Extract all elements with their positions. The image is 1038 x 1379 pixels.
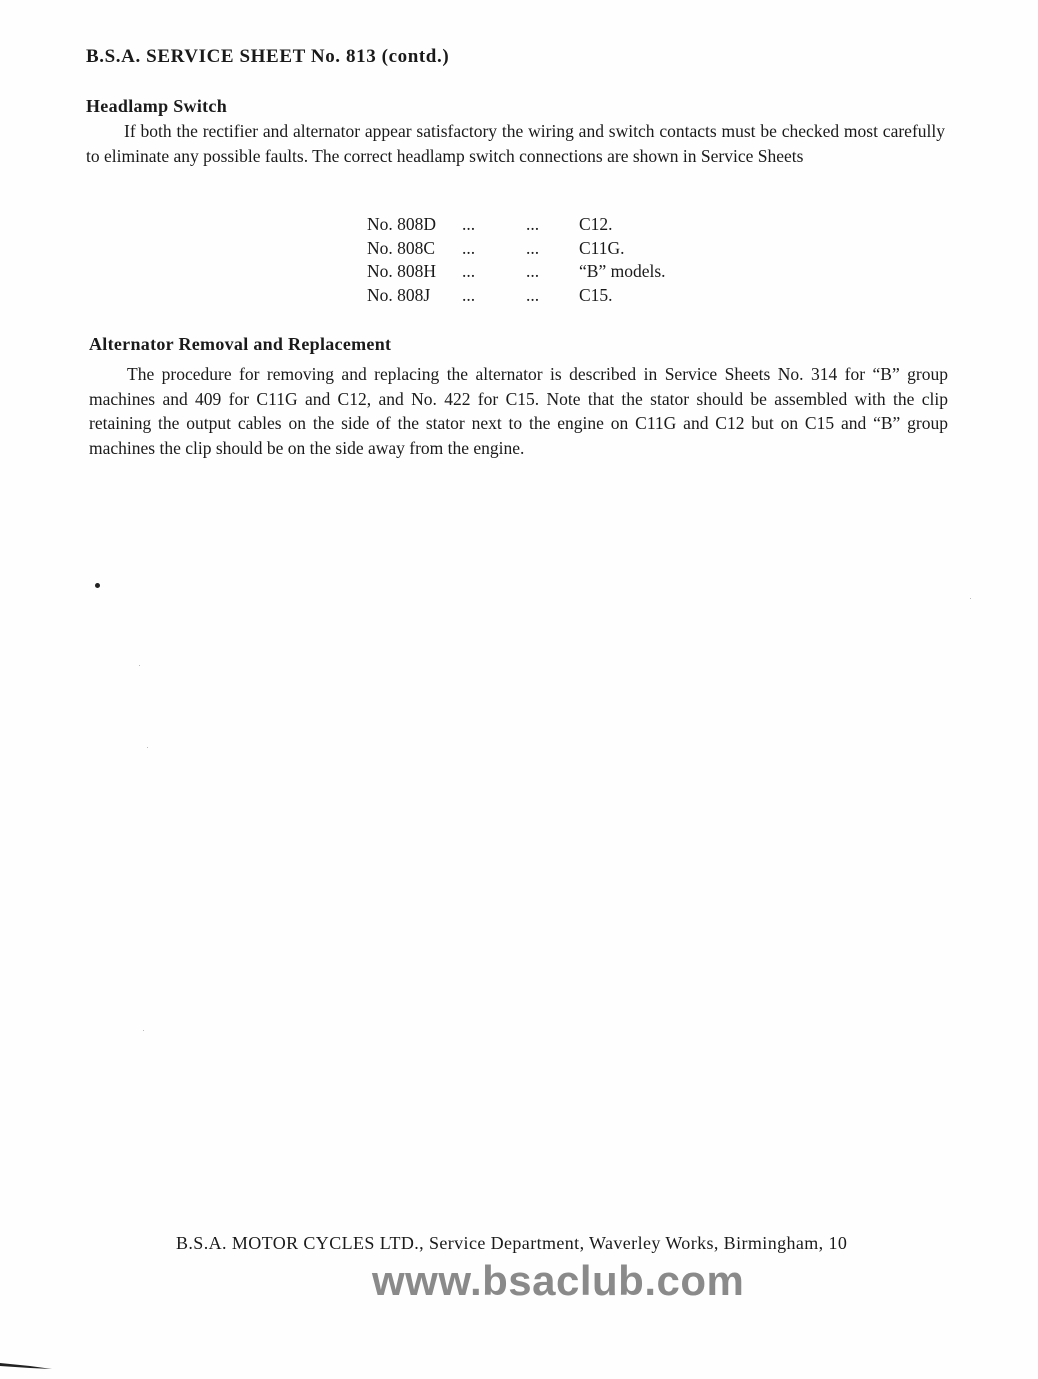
headlamp-switch-heading: Headlamp Switch [86, 96, 228, 116]
sheet-number: No. 808H [367, 261, 437, 281]
model-name: “B” models. [579, 261, 666, 281]
scan-speck [970, 598, 971, 599]
company-footer: B.S.A. MOTOR CYCLES LTD., Service Department, Waverley Works, Birmingham, 10 [176, 1233, 848, 1253]
alternator-heading: Alternator Removal and Replacement [89, 334, 392, 354]
model-name: C15. [579, 284, 613, 305]
scan-speck [139, 665, 140, 666]
page-header: B.S.A. SERVICE SHEET No. 813 (contd.) [86, 46, 450, 67]
scan-speck [143, 1030, 144, 1031]
table-row [367, 285, 666, 309]
sheet-number: No. 808D [367, 214, 437, 234]
sheet-number: No. 808J [367, 284, 431, 305]
leader-dots: ... [526, 261, 540, 281]
sheet-number: No. 808C [367, 237, 436, 258]
leader-dots: ... [462, 237, 476, 258]
scan-edge-mark [0, 1362, 52, 1370]
leader-dots: ... [462, 214, 476, 234]
table-row [367, 261, 666, 285]
model-name: C12. [579, 214, 613, 234]
website-watermark: www.bsaclub.com [372, 1257, 745, 1304]
leader-dots: ... [526, 237, 540, 258]
headlamp-switch-paragraph: If both the rectifier and alternator appear satisfactory the wiring and switch contacts must be checked most carefully to eliminate any possible faults. The correct headlamp switch connections are shown in Service Sheets [86, 121, 945, 166]
leader-dots: ... [462, 284, 476, 305]
leader-dots: ... [526, 284, 540, 305]
leader-dots: ... [526, 214, 540, 234]
table-row [367, 238, 666, 262]
alternator-paragraph: The procedure for removing and replacing the alternator is described in Service Sheets No. 314 for “B” group machines and 409 for C11G and C12, and No. 422 for C15. Note that the stator should be assembled with the clip retaining the output cables on the side of the stator next to the engine on C11G and C12 but on C15 and “B” group machines the clip should be on the side away from the engine. [89, 364, 948, 458]
scan-speck [147, 747, 148, 748]
stray-dot-mark [95, 583, 100, 588]
leader-dots: ... [462, 261, 476, 281]
service-sheet-table [367, 214, 666, 308]
model-name: C11G. [579, 237, 625, 258]
table-row [367, 214, 666, 238]
